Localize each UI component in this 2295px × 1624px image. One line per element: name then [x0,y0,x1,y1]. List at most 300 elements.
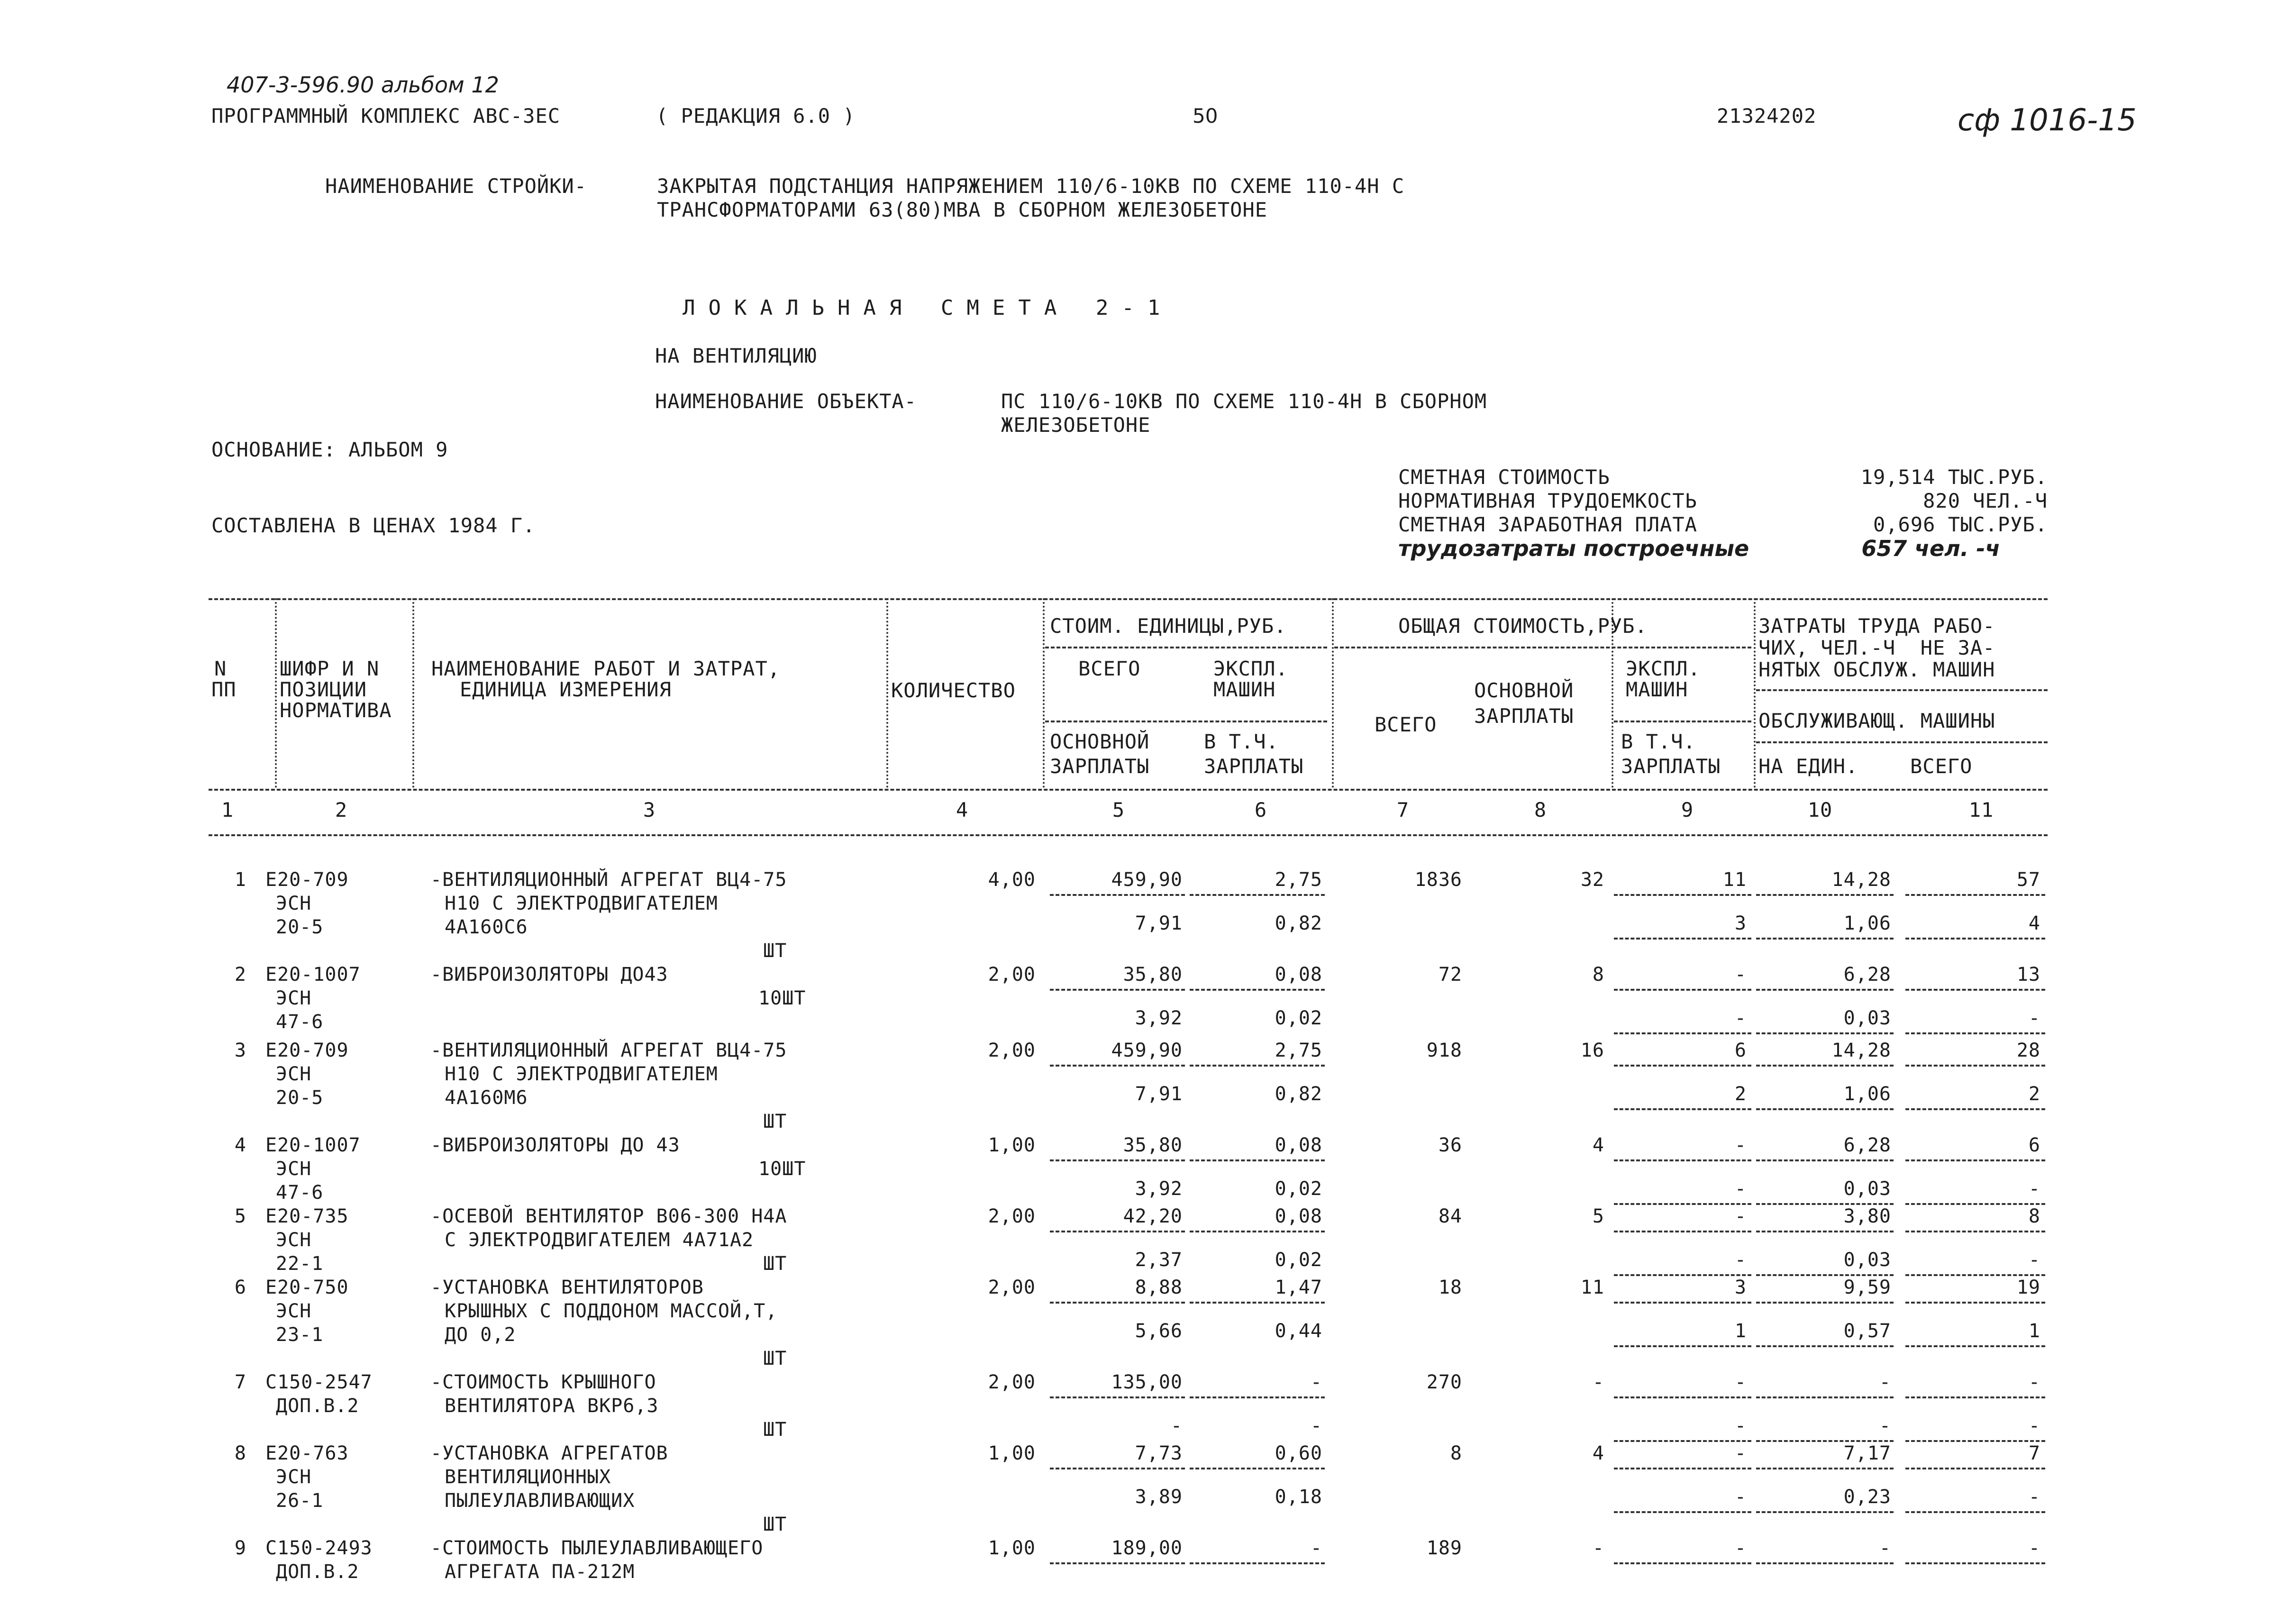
cell-divider [1190,1231,1325,1232]
cell-divider [1756,1440,1894,1442]
row-name-line: ВЕНТИЛЯТОРА ВКР6,3 [445,1395,659,1417]
cell-divider [1614,1345,1751,1347]
cell-divider [1614,1511,1751,1513]
row-total: 18 [1438,1277,1462,1298]
smeta-subject: НА ВЕНТИЛЯЦИЮ [655,344,817,367]
cell-divider [1756,1274,1894,1276]
row-name-line: Н10 С ЭЛЕКТРОДВИГАТЕЛЕМ [445,1063,718,1085]
row-qty: 2,00 [988,1040,1036,1061]
row-name-line: -СТОИМОСТЬ КРЫШНОГО [430,1371,656,1393]
cell-divider [1905,894,2045,896]
doc-code: 407-3-596.90 альбом 12 [227,72,499,98]
row-total-machines: - [1734,1371,1747,1393]
row-unit-machine-wages: 0,82 [1275,912,1322,934]
row-unit: ШТ [763,1419,787,1441]
row-labor-total: 28 [2016,1040,2040,1061]
row-number: 4 [234,1134,246,1156]
row-number: 2 [234,964,246,985]
cell-divider [1614,1065,1751,1067]
cell-divider [1905,1231,2045,1232]
col-name-a: НАИМЕНОВАНИЕ РАБОТ И ЗАТРАТ, [431,657,781,680]
cell-divider [1050,894,1185,896]
row-unit-machines: 1,47 [1275,1277,1322,1298]
page-number: 50 [1193,104,1218,128]
row-source: ЭСН [276,893,312,914]
row-code: Е20-709 [265,1040,349,1061]
row-name-line: -УСТАНОВКА ВЕНТИЛЯТОРОВ [430,1277,704,1298]
row-ref: 26-1 [276,1490,324,1512]
row-service-unit: 0,57 [1843,1320,1891,1342]
row-total-wages: 8 [1592,964,1604,985]
cell-divider [1614,1274,1751,1276]
row-code: С150-2493 [265,1537,373,1559]
row-source: ЭСН [276,1063,312,1085]
row-total-machine-wages: 1 [1734,1320,1747,1342]
row-total: 36 [1438,1134,1462,1156]
row-total-machine-wages: 3 [1734,912,1747,934]
row-unit-total: 459,90 [1111,869,1183,891]
code-number: 21324202 [1717,104,1817,128]
row-total-machines: - [1734,1537,1747,1559]
cell-divider [1614,1032,1751,1034]
cell-divider [1614,938,1751,940]
cell-divider [1905,1440,2045,1442]
cell-divider [1756,1032,1894,1034]
summary-label: СМЕТНАЯ ЗАРАБОТНАЯ ПЛАТА [1398,513,1697,536]
cell-divider [1190,1159,1325,1161]
col-code-b: ПОЗИЦИИ [280,678,367,701]
row-name-line: 4А160С6 [445,916,528,938]
row-name-line: -ВИБРОИЗОЛЯТОРЫ ДО43 [430,964,668,985]
col-code-c: НОРМАТИВА [280,699,392,722]
row-total: 72 [1438,964,1462,985]
row-qty: 1,00 [988,1442,1036,1464]
row-number: 3 [234,1040,246,1061]
col-num: 9 [1681,798,1694,821]
row-total: 270 [1426,1371,1462,1393]
col-name-b: ЕДИНИЦА ИЗМЕРЕНИЯ [460,678,672,701]
row-labor-total: 57 [2016,869,2040,891]
row-ref: 20-5 [276,916,324,938]
row-labor-unit: 7,17 [1843,1442,1891,1464]
row-service-total: - [2028,1415,2040,1437]
edition: ( РЕДАКЦИЯ 6.0 ) [656,104,856,128]
col9-c: В Т.Ч. [1621,730,1696,753]
cell-divider [1905,1065,2045,1067]
row-source: ЭСН [276,1466,312,1488]
cell-divider [1050,1562,1185,1564]
row-unit-machine-wages: 0,02 [1275,1249,1322,1271]
row-service-unit: 0,03 [1843,1007,1891,1029]
row-name-line: С ЭЛЕКТРОДВИГАТЕЛЕМ 4А71А2 [445,1229,754,1251]
group-unit-cost: СТОИМ. ЕДИНИЦЫ,РУБ. [1050,614,1287,638]
cell-divider [1756,894,1894,896]
row-labor-total: - [2028,1371,2040,1393]
row-source: ЭСН [276,1158,312,1180]
row-total-machines: 11 [1722,869,1747,891]
row-code: С150-2547 [265,1371,373,1393]
cell-divider [1905,938,2045,940]
col-num: 6 [1254,798,1267,821]
cell-divider [1190,894,1325,896]
col-num: 3 [643,798,656,821]
cell-divider [1614,1562,1751,1564]
col9-d: ЗАРПЛАТЫ [1621,755,1721,778]
row-total-wages: - [1592,1371,1604,1393]
row-name-line: АГРЕГАТА ПА-212М [445,1561,635,1583]
col-code-a: ШИФР И N [280,657,380,680]
col8-a: ОСНОВНОЙ [1474,679,1574,702]
smeta-title: ЛОКАЛЬНАЯ СМЕТА 2-1 [683,296,1174,320]
group-labor-a: ЗАТРАТЫ ТРУДА РАБО- [1758,614,1995,638]
row-total-machine-wages: - [1734,1007,1747,1029]
row-total: 189 [1426,1537,1462,1559]
row-code: Е20-1007 [265,964,361,985]
cell-divider [1614,1159,1751,1161]
row-name-line: ВЕНТИЛЯЦИОННЫХ [445,1466,611,1488]
row-unit-total: 35,80 [1123,964,1183,985]
stroika-line-1: ЗАКРЫТАЯ ПОДСТАНЦИЯ НАПРЯЖЕНИЕМ 110/6-10КВ ПО СХЕМЕ 110-4Н С [657,174,1405,198]
row-unit-machine-wages: 0,82 [1275,1083,1322,1105]
row-name-line: КРЫШНЫХ С ПОДДОНОМ МАССОЙ,Т, [445,1300,778,1322]
row-unit-total: 7,73 [1135,1442,1183,1464]
cell-divider [1756,938,1894,940]
cell-divider [1190,1302,1325,1304]
col6-b: МАШИН [1213,678,1276,701]
cell-divider [1050,1302,1185,1304]
cell-divider [1756,1396,1894,1398]
cell-divider [1905,1396,2045,1398]
row-number: 9 [234,1537,246,1559]
row-service-unit: - [1879,1415,1891,1437]
row-labor-total: 7 [2028,1442,2040,1464]
row-unit-total: 35,80 [1123,1134,1183,1156]
row-total-wages: 11 [1580,1277,1604,1298]
cell-divider [1905,1203,2045,1205]
row-service-total: - [2028,1486,2040,1508]
cell-divider [1905,1108,2045,1110]
row-total: 1836 [1414,869,1462,891]
row-total-machines: 3 [1734,1277,1747,1298]
row-unit: ШТ [763,1111,787,1132]
row-labor-total: 8 [2028,1205,2040,1227]
row-name-line: -ВЕНТИЛЯЦИОННЫЙ АГРЕГАТ ВЦ4-75 [430,1040,787,1061]
row-service-unit: 0,03 [1843,1249,1891,1271]
row-code: Е20-1007 [265,1134,361,1156]
row-unit-total: 189,00 [1111,1537,1183,1559]
row-total-machines: - [1734,964,1747,985]
row-number: 6 [234,1277,246,1298]
row-total-machine-wages: - [1734,1249,1747,1271]
row-unit-wages: 7,91 [1135,912,1183,934]
row-labor-total: 19 [2016,1277,2040,1298]
group-labor-b: ЧИХ, ЧЕЛ.-Ч НЕ ЗА- [1758,636,1995,659]
summary-value: 0,696 ТЫС.РУБ. [1873,513,2048,536]
row-unit-machine-wages: 0,44 [1275,1320,1322,1342]
cell-divider [1756,1065,1894,1067]
row-name-line: -СТОИМОСТЬ ПЫЛЕУЛАВЛИВАЮЩЕГО [430,1537,764,1559]
cell-divider [1614,894,1751,896]
col-n-b: ПП [211,678,237,701]
cell-divider [1756,1231,1894,1232]
row-total-wages: 4 [1592,1134,1604,1156]
row-ref: 20-5 [276,1087,324,1109]
row-unit-machines: - [1310,1537,1322,1559]
col5-c: ЗАРПЛАТЫ [1050,755,1150,778]
row-labor-unit: 6,28 [1843,964,1891,985]
cell-divider [1756,1345,1894,1347]
summary-label: СМЕТНАЯ СТОИМОСТЬ [1398,465,1610,489]
row-unit-wages: - [1170,1415,1183,1437]
row-unit-machines: 2,75 [1275,869,1322,891]
row-unit: ШТ [763,1253,787,1275]
row-unit: 10ШТ [758,987,806,1009]
row-number: 7 [234,1371,246,1393]
row-labor-unit: 14,28 [1831,869,1891,891]
col-num: 5 [1112,798,1125,821]
row-total-machines: - [1734,1134,1747,1156]
row-unit-total: 8,88 [1135,1277,1183,1298]
row-service-unit: 0,23 [1843,1486,1891,1508]
col9-b: МАШИН [1626,678,1688,701]
row-unit-machine-wages: 0,02 [1275,1178,1322,1200]
cell-divider [1905,989,2045,991]
col5-a: ВСЕГО [1078,657,1141,680]
row-total-wages: 16 [1580,1040,1604,1061]
cell-divider [1614,1203,1751,1205]
row-total-machine-wages: - [1734,1415,1747,1437]
row-service-total: - [2028,1178,2040,1200]
row-total: 8 [1450,1442,1462,1464]
row-unit-wages: 3,89 [1135,1486,1183,1508]
row-total-machines: - [1734,1442,1747,1464]
row-labor-unit: 3,80 [1843,1205,1891,1227]
col-num: 2 [335,798,348,821]
cell-divider [1756,989,1894,991]
col6-a: ЭКСПЛ. [1213,657,1288,680]
cell-divider [1050,1231,1185,1232]
row-unit-wages: 3,92 [1135,1178,1183,1200]
row-name-line: 4А160М6 [445,1087,528,1109]
row-name-line: -ВЕНТИЛЯЦИОННЫЙ АГРЕГАТ ВЦ4-75 [430,869,787,891]
row-unit-total: 459,90 [1111,1040,1183,1061]
row-labor-total: - [2028,1537,2040,1559]
row-total-wages: 32 [1580,869,1604,891]
row-name-line: -ВИБРОИЗОЛЯТОРЫ ДО 43 [430,1134,680,1156]
row-labor-unit: 9,59 [1843,1277,1891,1298]
row-number: 1 [234,869,246,891]
cell-divider [1905,1274,2045,1276]
row-unit-wages: 2,37 [1135,1249,1183,1271]
col11: ВСЕГО [1910,755,1973,778]
row-service-total: 2 [2028,1083,2040,1105]
row-total: 918 [1426,1040,1462,1061]
object-line-1: ПС 110/6-10КВ ПО СХЕМЕ 110-4Н В СБОРНОМ [1001,390,1487,413]
cell-divider [1614,1108,1751,1110]
cell-divider [1905,1562,2045,1564]
row-unit-machine-wages: 0,02 [1275,1007,1322,1029]
row-number: 5 [234,1205,246,1227]
handwritten-stamp: сф 1016-15 [1958,103,2137,138]
row-unit-machines: 0,08 [1275,1134,1322,1156]
row-labor-unit: - [1879,1371,1891,1393]
col8-b: ЗАРПЛАТЫ [1474,704,1574,728]
row-ref: 22-1 [276,1253,324,1275]
prices-year: СОСТАВЛЕНА В ЦЕНАХ 1984 Г. [211,514,536,537]
cell-divider [1614,1396,1751,1398]
col-num: 4 [956,798,969,821]
group-total-cost: ОБЩАЯ СТОИМОСТЬ,РУБ. [1398,614,1648,638]
row-name-line: ДО 0,2 [445,1324,516,1346]
col-num: 8 [1534,798,1547,821]
row-unit-machine-wages: - [1310,1415,1322,1437]
cell-divider [1190,989,1325,991]
row-source: ЭСН [276,1229,312,1251]
col-num: 10 [1807,798,1833,821]
row-number: 8 [234,1442,246,1464]
row-unit: ШТ [763,1514,787,1535]
cell-divider [1190,1562,1325,1564]
row-qty: 4,00 [988,869,1036,891]
cell-divider [1614,1440,1751,1442]
row-code: Е20-709 [265,869,349,891]
cell-divider [1905,1345,2045,1347]
cell-divider [1050,989,1185,991]
cell-divider [1756,1511,1894,1513]
row-total-machine-wages: - [1734,1178,1747,1200]
cell-divider [1190,1065,1325,1067]
row-source: ДОП.В.2 [276,1561,359,1583]
row-qty: 2,00 [988,1277,1036,1298]
cell-divider [1614,1302,1751,1304]
row-unit-machines: 0,60 [1275,1442,1322,1464]
row-total-machines: - [1734,1205,1747,1227]
row-service-total: 1 [2028,1320,2040,1342]
row-service-unit: 1,06 [1843,1083,1891,1105]
row-code: Е20-763 [265,1442,349,1464]
basis: ОСНОВАНИЕ: АЛЬБОМ 9 [211,438,448,461]
cell-divider [1905,1468,2045,1469]
row-labor-unit: 14,28 [1831,1040,1891,1061]
row-code: Е20-750 [265,1277,349,1298]
col-num: 11 [1968,798,1994,821]
cell-divider [1190,1396,1325,1398]
col9-a: ЭКСПЛ. [1626,657,1701,680]
row-total-machine-wages: - [1734,1486,1747,1508]
col-n-a: N [214,657,227,680]
object-line-2: ЖЕЛЕЗОБЕТОНЕ [1001,413,1151,437]
row-unit: ШТ [763,1348,787,1369]
row-qty: 2,00 [988,1371,1036,1393]
cell-divider [1756,1302,1894,1304]
row-name-line: -ОСЕВОЙ ВЕНТИЛЯТОР В06-300 Н4А [430,1205,787,1227]
row-ref: 47-6 [276,1011,324,1033]
row-total-wages: 5 [1592,1205,1604,1227]
col5-b: ОСНОВНОЙ [1050,730,1150,753]
row-labor-total: 13 [2016,964,2040,985]
row-unit-total: 42,20 [1123,1205,1183,1227]
cell-divider [1614,1231,1751,1232]
row-total-machines: 6 [1734,1040,1747,1061]
summary-value: 19,514 ТЫС.РУБ. [1860,465,2048,489]
row-service-total: - [2028,1249,2040,1271]
cell-divider [1050,1468,1185,1469]
row-name-line: ПЫЛЕУЛАВЛИВАЮЩИХ [445,1490,635,1512]
row-qty: 2,00 [988,964,1036,985]
program-name: ПРОГРАММНЫЙ КОМПЛЕКС АВС-3ЕС [211,104,561,128]
row-service-unit: 1,06 [1843,912,1891,934]
summary-label: НОРМАТИВНАЯ ТРУДОЕМКОСТЬ [1398,489,1697,512]
row-labor-unit: - [1879,1537,1891,1559]
col7: ВСЕГО [1375,713,1437,736]
row-ref: 23-1 [276,1324,324,1346]
cell-divider [1756,1203,1894,1205]
row-qty: 1,00 [988,1134,1036,1156]
cell-divider [1050,1159,1185,1161]
col6-d: ЗАРПЛАТЫ [1204,755,1304,778]
stroika-line-2: ТРАНСФОРМАТОРАМИ 63(80)МВА В СБОРНОМ ЖЕЛЕЗОБЕТОНЕ [657,198,1268,221]
row-unit: 10ШТ [758,1158,806,1180]
row-unit-wages: 5,66 [1135,1320,1183,1342]
cell-divider [1614,1468,1751,1469]
row-qty: 2,00 [988,1205,1036,1227]
row-code: Е20-735 [265,1205,349,1227]
col10: НА ЕДИН. [1758,755,1858,778]
row-unit-machines: 2,75 [1275,1040,1322,1061]
col-num: 7 [1396,798,1410,821]
row-total-machine-wages: 2 [1734,1083,1747,1105]
cell-divider [1756,1108,1894,1110]
summary-value: 820 ЧЕЛ.-Ч [1923,489,2048,512]
row-total-wages: 4 [1592,1442,1604,1464]
cell-divider [1905,1159,2045,1161]
cell-divider [1050,1065,1185,1067]
row-total: 84 [1438,1205,1462,1227]
stroika-label: НАИМЕНОВАНИЕ СТРОЙКИ- [325,174,587,198]
row-unit: ШТ [763,940,787,962]
row-name-line: Н10 С ЭЛЕКТРОДВИГАТЕЛЕМ [445,893,718,914]
row-total-wages: - [1592,1537,1604,1559]
row-labor-unit: 6,28 [1843,1134,1891,1156]
row-unit-machines: - [1310,1371,1322,1393]
cell-divider [1756,1468,1894,1469]
row-service-total: - [2028,1007,2040,1029]
summary-value: 657 чел. -ч [1861,536,2000,561]
cell-divider [1905,1032,2045,1034]
row-unit-machines: 0,08 [1275,1205,1322,1227]
col-qty: КОЛИЧЕСТВО [891,679,1016,702]
row-service-unit: 0,03 [1843,1178,1891,1200]
cell-divider [1756,1159,1894,1161]
cell-divider [1614,989,1751,991]
row-unit-machine-wages: 0,18 [1275,1486,1322,1508]
row-service-total: 4 [2028,912,2040,934]
row-source: ДОП.В.2 [276,1395,359,1417]
col6-c: В Т.Ч. [1204,730,1279,753]
row-labor-total: 6 [2028,1134,2040,1156]
row-unit-wages: 7,91 [1135,1083,1183,1105]
group-labor-c: НЯТЫХ ОБСЛУЖ. МАШИН [1758,658,1995,681]
cell-divider [1050,1396,1185,1398]
row-source: ЭСН [276,987,312,1009]
cell-divider [1905,1511,2045,1513]
summary-label: трудозатраты построечные [1398,536,1749,561]
row-source: ЭСН [276,1300,312,1322]
group-labor-d: ОБСЛУЖИВАЮЩ. МАШИНЫ [1758,709,1995,732]
row-name-line: -УСТАНОВКА АГРЕГАТОВ [430,1442,668,1464]
row-unit-machines: 0,08 [1275,964,1322,985]
row-unit-total: 135,00 [1111,1371,1183,1393]
